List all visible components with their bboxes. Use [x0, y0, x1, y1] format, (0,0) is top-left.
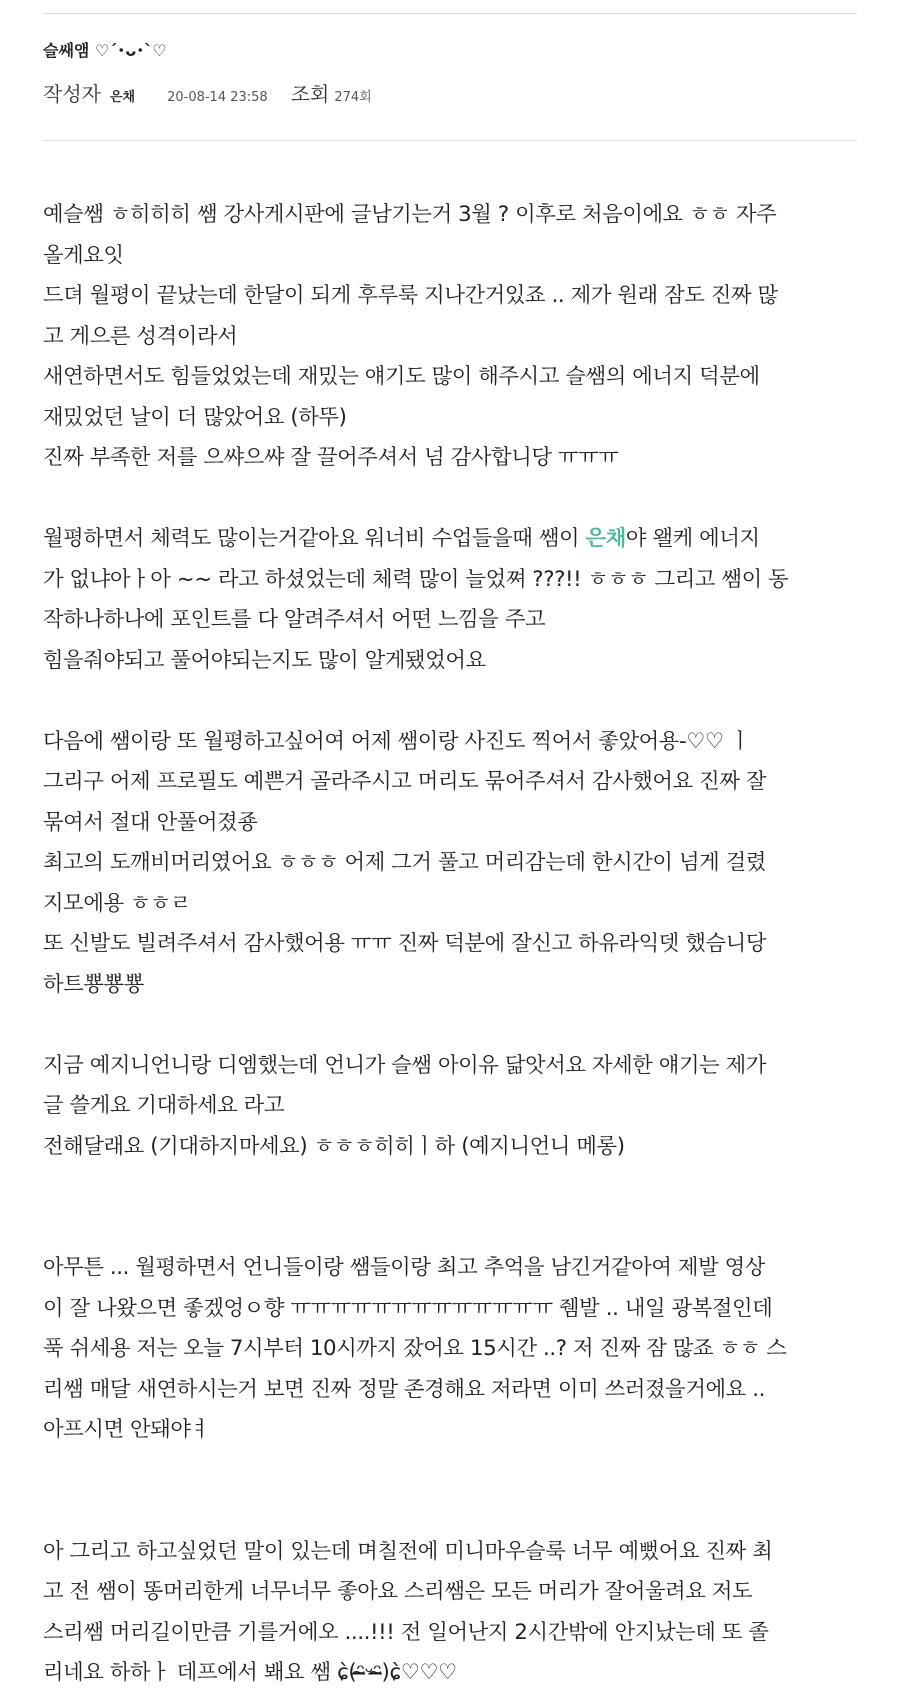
body-line: 최고의 도깨비머리였어요 ㅎㅎㅎ 어제 그거 풀고 머리감는데 한시간이 넘게 걸렸: [43, 850, 767, 875]
body-line: 글 쓸게요 기대하세요 라고: [43, 1093, 285, 1118]
header-divider: [43, 140, 857, 141]
body-line: 재밌었던 날이 더 많았어요 (하뚜): [43, 404, 347, 430]
post-meta: [43, 78, 372, 106]
paragraph-spacer: [43, 479, 863, 520]
paragraph-spacer: [43, 1167, 863, 1208]
body-line: 아프시면 안돼야ㅕ: [43, 1417, 211, 1442]
body-line: 고 게으른 성격이라서: [43, 323, 238, 349]
body-line: 예슬쌤 ㅎ히히히 쌤 강사게시판에 글남기는거 3월 ? 이후로 처음이에요 ㅎㅎ 자주: [43, 202, 777, 227]
body-line: 푹 쉬세용 저는 오늘 7시부터 10시까지 잤어요 15시간 ..? 저 진짜 잠 많죠 ㅎㅎ 스: [43, 1336, 787, 1361]
body-line: 올게요잇: [43, 242, 124, 268]
highlighted-name: 은채: [585, 526, 626, 551]
author-label: 작성자: [43, 82, 101, 106]
body-line: 리네요 하하ㅏ 데프에서 봬요 쌤 ɕ̀(ᵔ̴̶ᵕᵔ̴̶)ɕ̀♡♡♡: [43, 1660, 457, 1685]
paragraph-spacer: [43, 1005, 863, 1046]
body-line: 지모에용 ㅎㅎㄹ: [43, 890, 191, 916]
body-line: 드뎌 월평이 끝났는데 한달이 되게 후루룩 지나간거있죠 .. 제가 원래 잠도 진짜 많: [43, 283, 778, 308]
body-line: 또 신발도 빌려주셔서 감사했어용 ㅠㅠ 진짜 덕분에 잘신고 하유라익뎃 했슴니당: [43, 931, 767, 956]
body-line: [43, 519, 863, 560]
body-line: 전해달래요 (기대하지마세요) ㅎㅎㅎ히히ㅣ하 (예지니언니 메롱): [43, 1133, 625, 1159]
body-line: 묶여서 절대 안풀어졌죵: [43, 809, 258, 835]
body-line: 아 그리고 하고싶었던 말이 있는데 며칠전에 미니마우슬룩 너무 예뻤어요 진짜 최: [43, 1538, 773, 1564]
paragraph-spacer: [43, 1208, 863, 1249]
body-line: 고 전 쌤이 똥머리한게 너무너무 좋아요 스리쌤은 모든 머리가 잘어울려요 저도: [43, 1579, 753, 1604]
body-line: 그리구 어제 프로필도 예쁜거 골라주시고 머리도 묶어주셔서 감사했어요 진짜 잘: [43, 769, 767, 794]
body-line: 작하나하나에 포인트를 다 알려주셔서 어떤 느낌을 주고: [43, 607, 546, 632]
body-line: 하트뿅뿅뿅: [43, 971, 144, 997]
post-date: 20-08-14 23:58: [167, 90, 268, 105]
author-name[interactable]: 은채: [109, 90, 136, 105]
body-line: 이 잘 나왔으면 좋겠엉ㅇ향 ㅠㅠㅠㅠㅠㅠㅠㅠㅠㅠㅠㅠㅠ 쥄발 .. 내일 광복절인데: [43, 1295, 773, 1321]
body-line: 진짜 부족한 저를 으쌰으쌰 잘 끌어주셔서 넘 감사합니당 ㅠㅠㅠ: [43, 445, 619, 470]
body-line: 가 없냐아ㅏ아 ~~ 라고 하셨었는데 체력 많이 늘었쪄 ???!! ㅎㅎㅎ 그리고 쌤이 동: [43, 566, 789, 592]
body-text: 야 왤케 에너지: [625, 526, 760, 551]
top-divider: [43, 13, 857, 14]
body-line: 리쌤 매달 새연하시는거 보면 진짜 정말 존경해요 저라면 이미 쓰러졌을거에요 ..: [43, 1376, 765, 1402]
body-line: 다음에 쌤이랑 또 월평하고싶어여 어제 쌤이랑 사진도 찍어서 좋았어용-♡♡ ㅣ: [43, 728, 751, 754]
paragraph-spacer: [43, 681, 863, 722]
body-text: 월평하면서 체력도 많이는거같아요 워너비 수업들을때 쌤이: [43, 526, 586, 551]
body-line: 스리쌤 머리길이만큼 기를거에오 ....!!! 전 일어난지 2시간밖에 안지났는데 또 졸: [43, 1619, 769, 1645]
body-line: 힘을줘야되고 풀어야되는지도 많이 알게됐었어요: [43, 647, 486, 673]
paragraph-spacer: [43, 1491, 863, 1532]
paragraph-spacer: [43, 1451, 863, 1492]
post-title: 슬쌔앰 ♡´･ᴗ･`♡: [43, 41, 167, 60]
post-body: [43, 195, 863, 1694]
body-line: 지금 예지니언니랑 디엠했는데 언니가 슬쌤 아이유 닮앗서요 자세한 얘기는 제가: [43, 1052, 767, 1078]
views-count: 274회: [334, 90, 372, 105]
views-label: 조회: [290, 82, 330, 106]
body-line: 새연하면서도 힘들었었는데 재밌는 얘기도 많이 해주시고 슬쌤의 에너지 덕분에: [43, 364, 760, 389]
body-line: 아무튼 ... 월평하면서 언니들이랑 쌤들이랑 최고 추억을 남긴거같아여 제발 영상: [43, 1255, 765, 1280]
